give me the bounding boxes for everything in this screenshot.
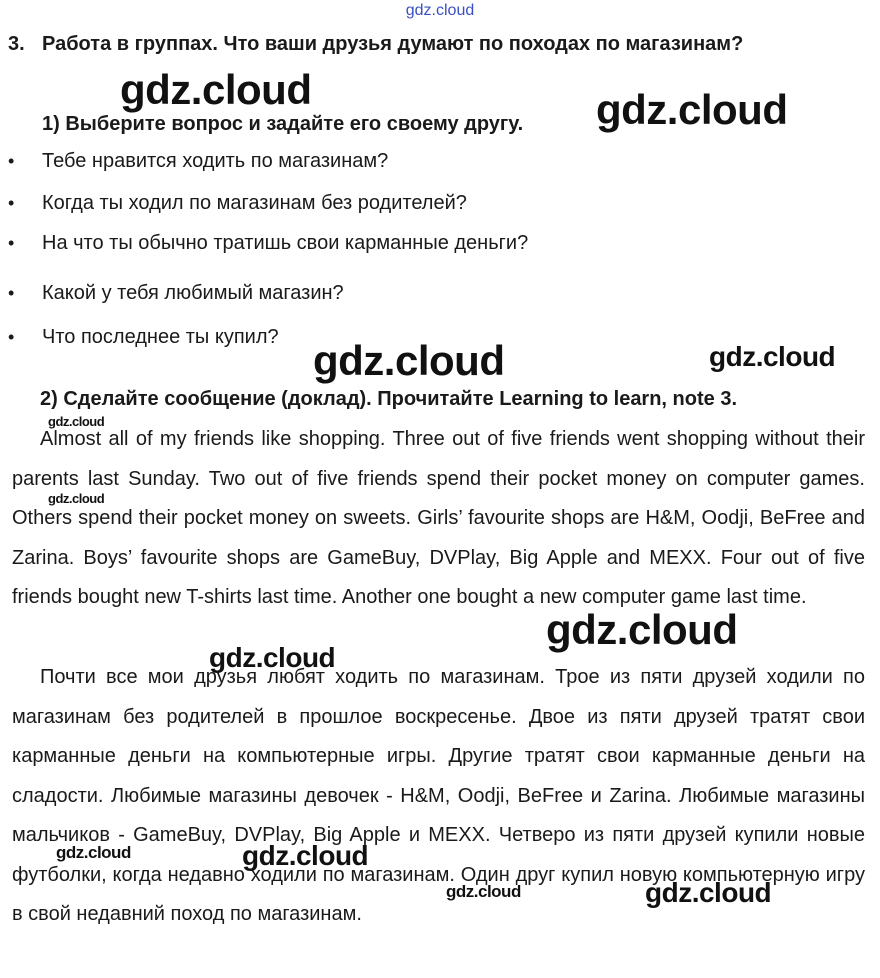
bullet-icon: • — [8, 327, 15, 347]
bullet-icon: • — [8, 233, 15, 253]
watermark: gdz.cloud — [313, 337, 505, 384]
subtask-1-title: 1) Выберите вопрос и задайте его своему другу. — [42, 113, 524, 135]
question-text: Тебе нравится ходить по магазинам? — [42, 150, 389, 172]
top-watermark: gdz.cloud — [405, 2, 475, 19]
question-text: На что ты обычно тратишь свои карманные деньги? — [42, 232, 529, 254]
watermark: gdz.cloud — [242, 840, 369, 871]
russian-report-paragraph: Почти все мои друзья любят ходить по магазинам. Трое из пяти друзей ходили по магазинам без родителей в прошлое воскресенье. Двое из пяти друзей тратят свои карманные деньги на компьютерные игры. Другие тратят свои карманные деньги на сладости. Любимые магазины девочек - H&M, Oodji, BeFree и Zarina. Любимые магазины мальчиков - GameBuy, DVPlay, Big Apple и MEXX. Четверо из пяти друзей купили новые футболки, когда недавно ходили по магазинам. Один друг купил новую компьютерную игру в свой недавний поход по магазинам. — [12, 666, 865, 925]
watermark: gdz.cloud — [546, 606, 738, 653]
watermark: gdz.cloud — [120, 66, 312, 113]
question-text: Что последнее ты купил? — [42, 326, 279, 348]
question-text: Какой у тебя любимый магазин? — [42, 282, 344, 304]
watermark: gdz.cloud — [709, 341, 836, 372]
bullet-icon: • — [8, 283, 15, 303]
bullet-icon: • — [8, 193, 15, 213]
bullet-icon: • — [8, 151, 15, 171]
question-text: Когда ты ходил по магазинам без родителей? — [42, 192, 467, 214]
watermark: gdz.cloud — [596, 86, 788, 133]
question-item — [8, 282, 344, 305]
subtask-2-title: 2) Сделайте сообщение (доклад). Прочитайте Learning to learn, note 3. — [40, 388, 738, 410]
watermark: gdz.cloud — [48, 491, 105, 506]
question-item — [8, 150, 388, 173]
task-title: Работа в группах. Что ваши друзья думают по походах по магазинам? — [42, 33, 744, 55]
task-number: 3. — [8, 33, 25, 55]
task-heading — [8, 33, 743, 56]
watermark: gdz.cloud — [48, 414, 105, 429]
question-item — [8, 192, 467, 215]
question-item — [8, 232, 528, 255]
watermark: gdz.cloud — [446, 882, 521, 901]
watermark: gdz.cloud — [209, 642, 336, 673]
watermark: gdz.cloud — [56, 843, 131, 862]
watermark: gdz.cloud — [645, 877, 772, 908]
english-report-paragraph: Almost all of my friends like shopping. Three out of five friends went shopping without their parents last Sunday. Two out of five friends spend their pocket money on computer games. Others spend their pocket money on sweets. Girls’ favourite shops are H&M, Oodji, BeFree and Zarina. Boys’ favourite shops are GameBuy, DVPlay, Big Apple and MEXX. Four out of five friends bought new T-shirts last time. Another one bought a new computer game last time. — [12, 428, 865, 608]
question-item — [8, 326, 279, 349]
